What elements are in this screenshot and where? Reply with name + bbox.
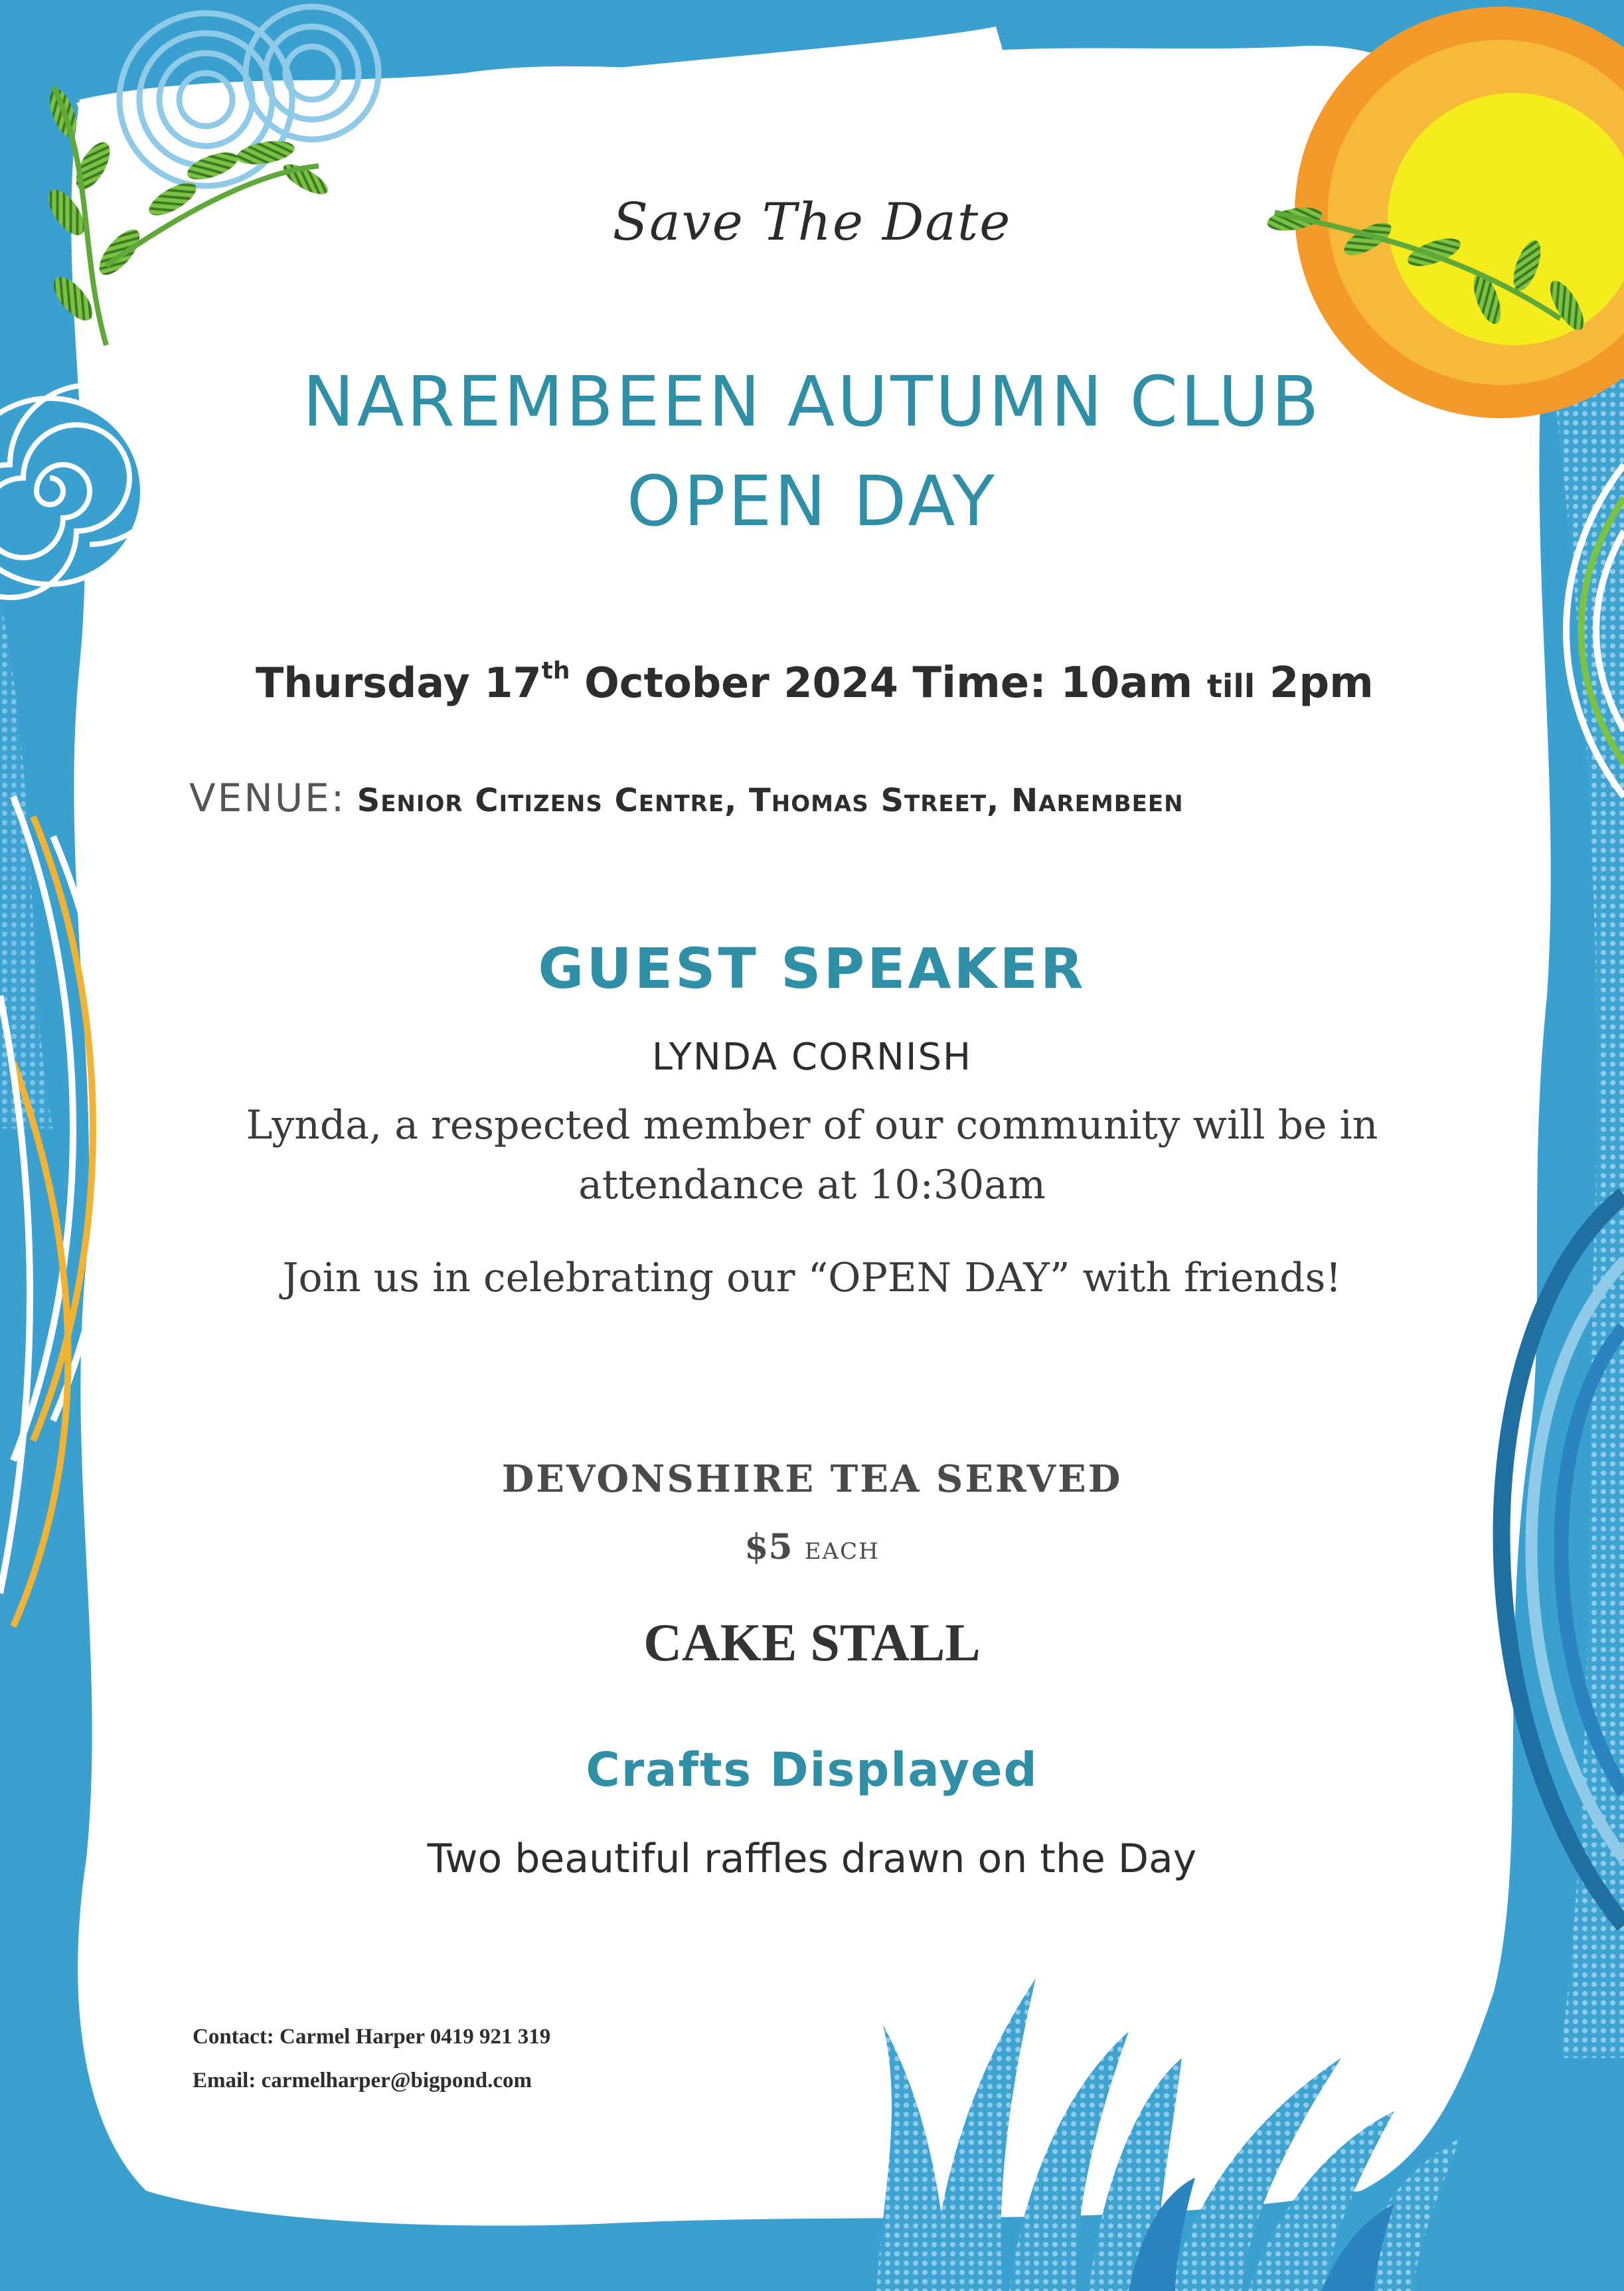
tea-price [0, 1527, 1624, 1567]
venue-label: VENUE: [189, 775, 347, 821]
save-the-date-heading: Save The Date [612, 193, 1012, 252]
time-till: till [1206, 668, 1256, 705]
event-title-line1: NAREMBEEN AUTUMN CLUB [302, 361, 1322, 442]
cake-stall-heading: CAKE STALL [643, 1614, 981, 1672]
speaker-description-line1: Lynda, a respected member of our community will be in [246, 1102, 1378, 1148]
price-each: EACH [804, 1538, 880, 1565]
event-title-line2: OPEN DAY [627, 461, 997, 542]
join-invitation: Join us in celebrating our “OPEN DAY” with friends! [282, 1255, 1342, 1301]
speaker-name: LYNDA CORNISH [651, 1036, 973, 1079]
time-start: 10am [1060, 659, 1193, 708]
date-suffix: th [541, 657, 570, 684]
devonshire-tea-heading: DEVONSHIRE TEA SERVED [501, 1457, 1123, 1501]
date-time-line [256, 657, 1374, 708]
speaker-description [0, 1095, 1624, 1215]
price-amount: $5 [744, 1527, 793, 1567]
time-label: Time: [912, 659, 1046, 708]
event-title [0, 352, 1624, 551]
email-line: Email: carmelharper@bigpond.com [193, 2069, 532, 2093]
crafts-displayed-heading: Crafts Displayed [586, 1743, 1038, 1797]
guest-speaker-heading: GUEST SPEAKER [538, 936, 1086, 1001]
contact-block [193, 2015, 550, 2102]
event-day: Thursday 17 [256, 659, 542, 707]
time-end: 2pm [1269, 659, 1374, 708]
contact-line: Contact: Carmel Harper 0419 921 319 [193, 2025, 551, 2049]
event-date-rest: October 2024 [584, 659, 898, 707]
speaker-description-line2: attendance at 10:30am [578, 1162, 1046, 1208]
venue-address: Senior Citizens Centre, Thomas Street, Narembeen [357, 782, 1184, 819]
raffles-text: Two beautiful raffles drawn on the Day [427, 1836, 1197, 1882]
venue-line [189, 775, 1184, 821]
